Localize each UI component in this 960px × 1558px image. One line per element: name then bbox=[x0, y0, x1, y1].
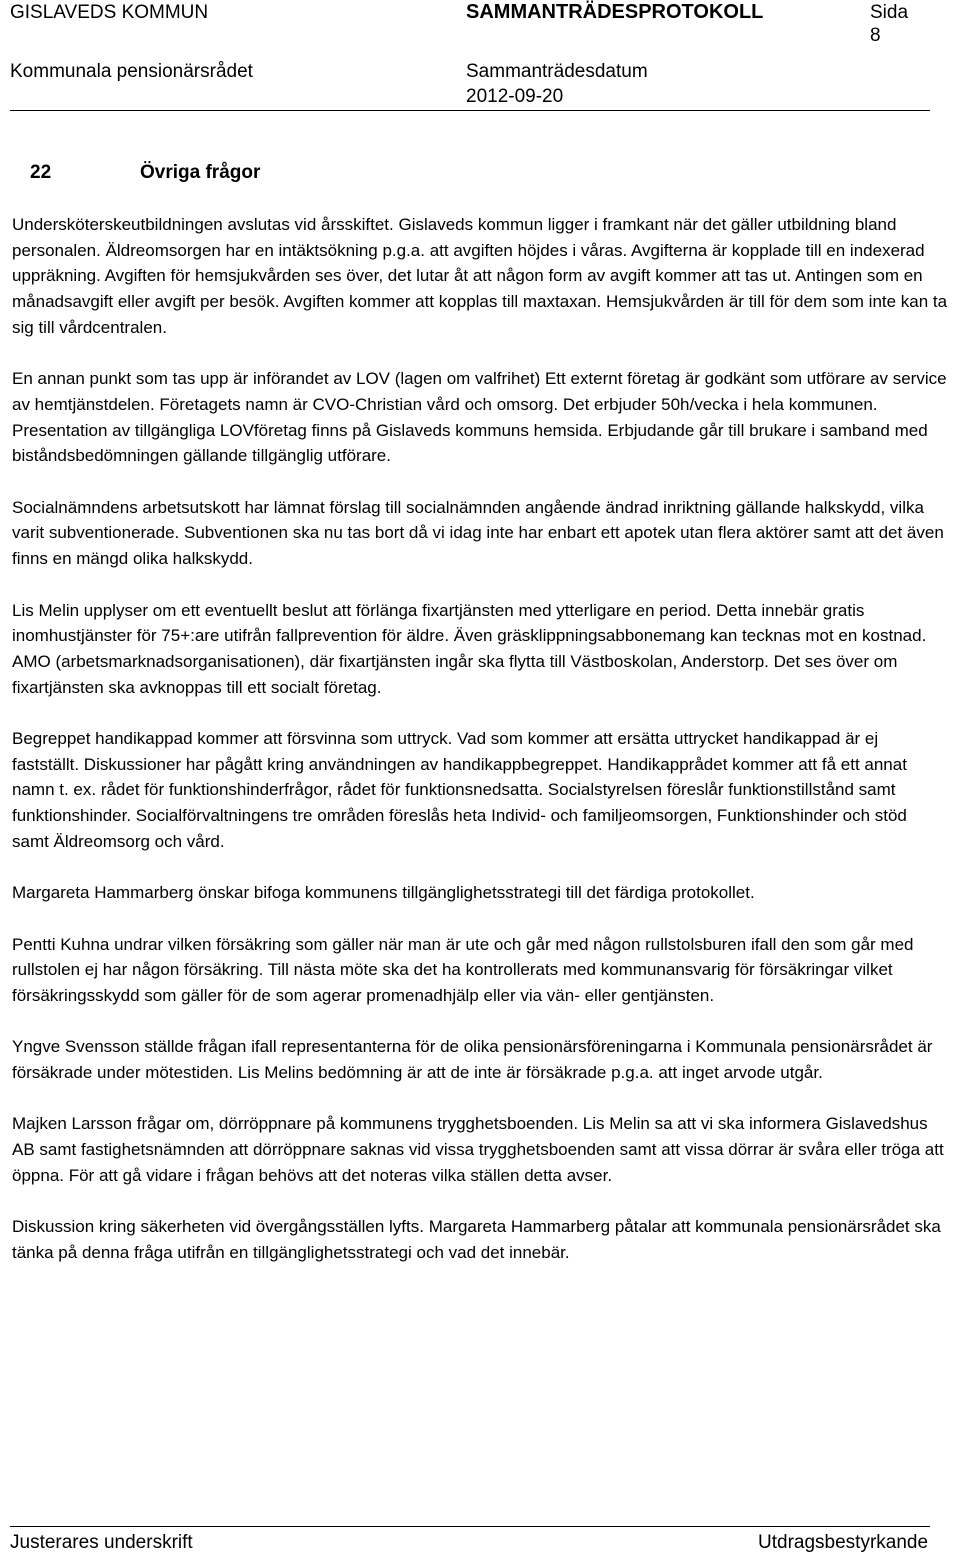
paragraph: Begreppet handikappad kommer att försvinna som uttryck. Vad som kommer att ersätta uttrycket handikappad är ej fastställt. Diskussioner har pågått kring användningen av handikappbegreppet. Handikapprådet kommer att få ett annat namn t. ex. rådet för funktionshinderfrågor, rådet för funktionsnedsatta. Socialstyrelsen föreslår funktionstillstånd samt funktionshinder. Socialförvaltningens tre områden föreslås heta Individ- och familjeomsorgen, Funktionshinder och stöd samt Äldreomsorg och vård. bbox=[12, 729, 907, 851]
page-footer bbox=[0, 1518, 960, 1558]
paragraph: Majken Larsson frågar om, dörröppnare på kommunens trygghetsboenden. Lis Melin sa att vi ska informera Gislavedshus AB samt fastighetsnämnden att dörröppnare saknas vid vissa trygghetsboenden samt att vissa dörrar är svåra eller tröga att öppna. För att gå vidare i frågan behövs att det noteras vilka ställen detta avser. bbox=[12, 1114, 944, 1185]
header-divider bbox=[10, 110, 930, 111]
document-body bbox=[12, 212, 948, 1291]
paragraph: Diskussion kring säkerheten vid övergångsställen lyfts. Margareta Hammarberg påtalar att kommunala pensionärsrådet ska tänka på denna fråga utifrån en tillgänglighetsstrategi och vad det innebär. bbox=[12, 1217, 941, 1262]
footer-divider bbox=[10, 1526, 930, 1527]
paragraph: En annan punkt som tas upp är införandet av LOV (lagen om valfrihet) Ett externt företag är godkänt som utförare av service av hemtjänstdelen. Företagets namn är CVO-Christian vård och omsorg. Det erbjuder 50h/vecka i hela kommunen. Presentation av tillgängliga LOVföretag finns på Gislaveds kommuns hemsida. Erbjudande går till brukare i samband med biståndsbedömningen gällande tillgänglig utförare. bbox=[12, 369, 947, 466]
date-label: Sammanträdesdatum bbox=[466, 61, 648, 82]
committee-name: Kommunala pensionärsrådet bbox=[10, 61, 253, 82]
page-number: 8 bbox=[870, 25, 881, 46]
section-heading bbox=[12, 160, 942, 190]
meeting-date: 2012-09-20 bbox=[466, 86, 564, 107]
paragraph: Margareta Hammarberg önskar bifoga kommunens tillgänglighetsstrategi till det färdiga protokollet. bbox=[12, 883, 755, 903]
paragraph: Yngve Svensson ställde frågan ifall representanterna för de olika pensionärsföreningarna i Kommunala pensionärsrådet är försäkrade under mötestiden. Lis Melins bedömning är att de inte är försäkrade p.g.a. att inget arvode utgår. bbox=[12, 1037, 933, 1083]
certification-label: Utdragsbestyrkande bbox=[758, 1532, 929, 1553]
paragraph: Pentti Kuhna undrar vilken försäkring som gäller när man är ute och går med någon rullstolsburen ifall den som går med rullstolen ej har någon försäkring. Till nästa möte ska det ha kontrollerats med kommunansvarig för försäkringar vilket försäkringsskydd som gäller för de som agerar promenadhjälp eller via vän- eller gentjänsten. bbox=[12, 934, 914, 1005]
paragraph: Socialnämndens arbetsutskott har lämnat förslag till socialnämnden angående ändrad inriktning gällande halkskydd, vilka varit subventionerade. Subventionen ska nu tas bort då vi idag inte har enbart ett apotek utan flera aktörer samt att det även finns en mängd olika halkskydd. bbox=[12, 497, 944, 569]
page-label: Sida bbox=[870, 2, 909, 23]
page-header bbox=[0, 0, 960, 112]
section-number: 22 bbox=[30, 162, 52, 183]
section-title: Övriga frågor bbox=[140, 162, 261, 183]
paragraph: Undersköterskeutbildningen avslutas vid årsskiftet. Gislaveds kommun ligger i framkant när det gäller utbildning bland personalen. Äldreomsorgen har en intäktsökning p.g.a. att avgiften höjdes i våras. Avgifterna är kopplade till en indexerad uppräkning. Avgiften för hemsjukvården ses över, det lutar åt att någon form av avgift kommer att tas ut. Antingen som en månadsavgift eller avgift per besök. Avgiften kommer att kopplas till maxtaxan. Hemsjukvården är till för dem som inte kan ta sig till vårdcentralen. bbox=[12, 215, 948, 337]
signature-label: Justerares underskrift bbox=[10, 1532, 193, 1553]
paragraph: Lis Melin upplyser om ett eventuellt beslut att förlänga fixartjänsten med ytterligare en period. Detta innebär gratis inomhustjänster för 75+:are utifrån fallprevention för äldre. Även gräsklippningsabbonemang kan tecknas mot en kostnad. AMO (arbetsmarknadsorganisationen), där fixartjänsten ingår ska flytta till Västboskolan, Anderstorp. Det ses över om fixartjänsten ska avknoppas till ett socialt företag. bbox=[12, 600, 927, 697]
org-name: GISLAVEDS KOMMUN bbox=[10, 2, 209, 23]
document-type: SAMMANTRÄDESPROTOKOLL bbox=[466, 1, 764, 23]
